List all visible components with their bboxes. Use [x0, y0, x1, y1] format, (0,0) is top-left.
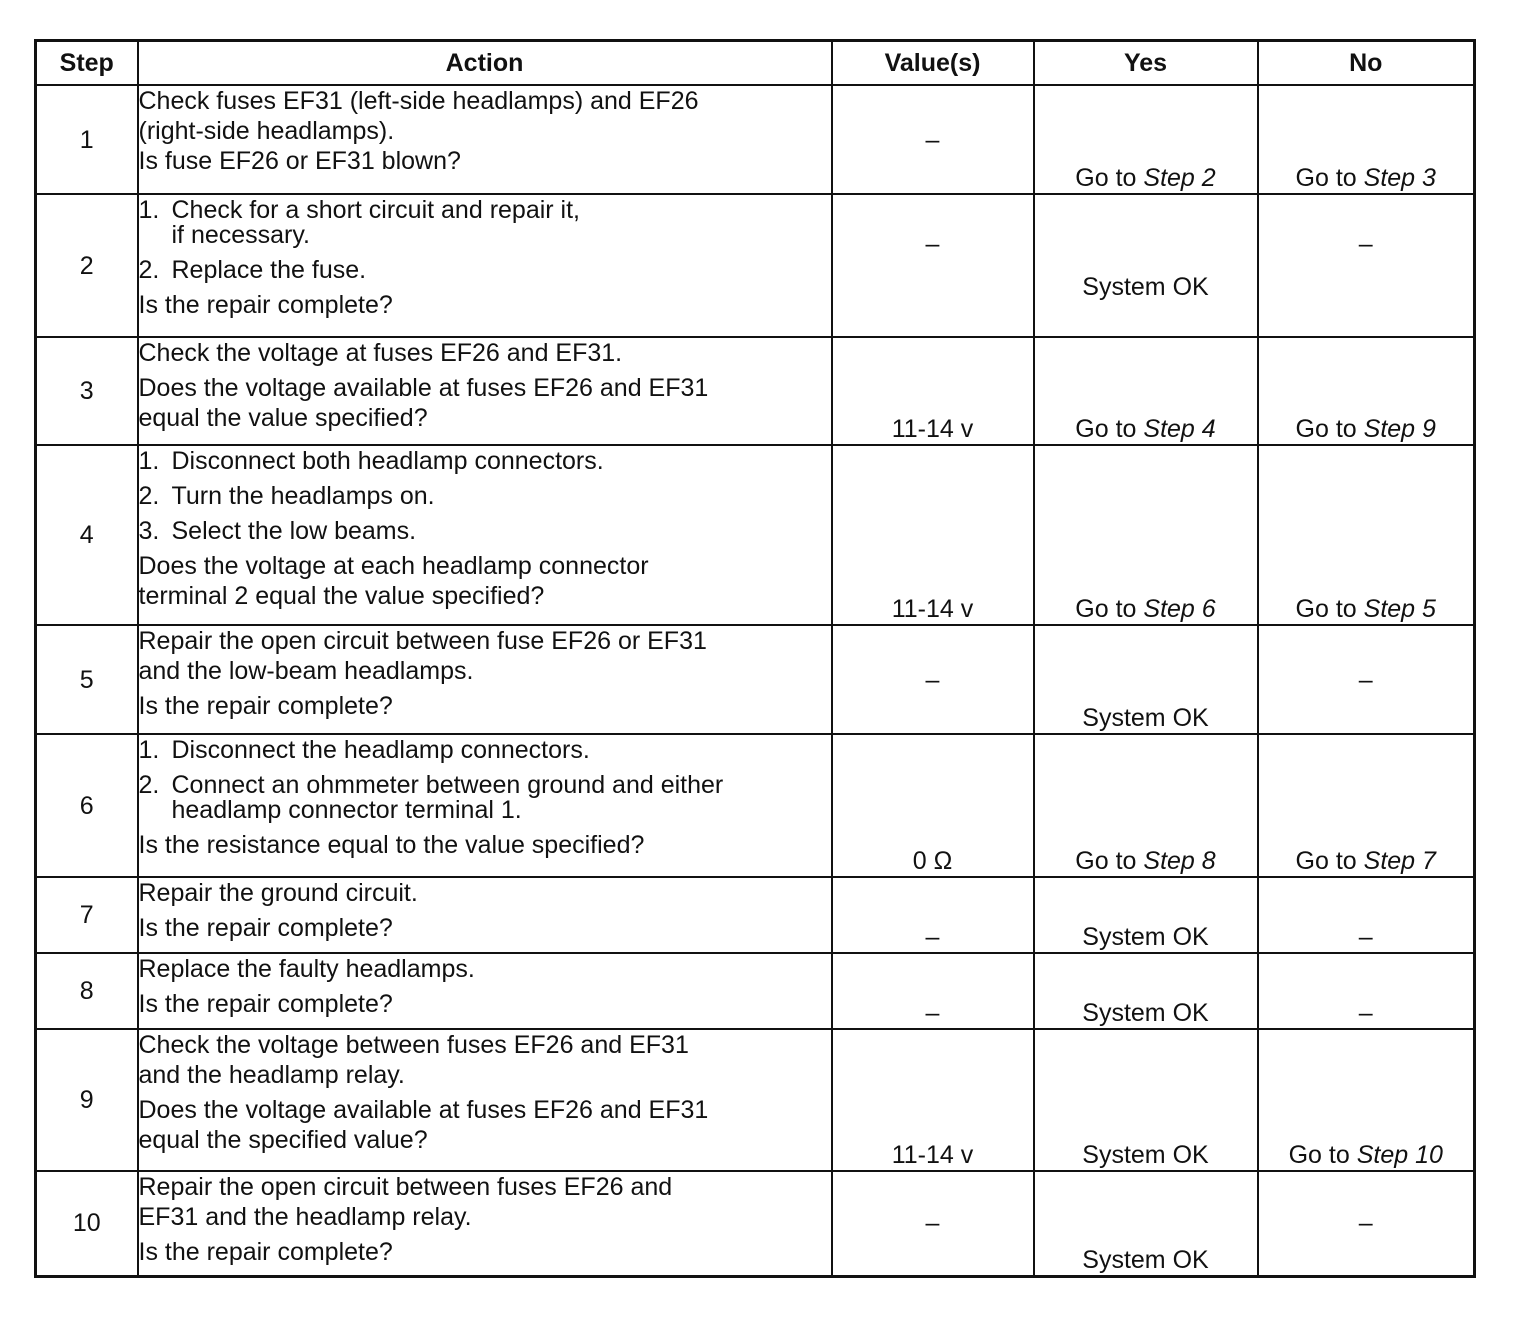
value-cell: 11-14 v	[832, 1029, 1034, 1171]
action-item: 1. Disconnect the headlamp connectors.	[138, 736, 590, 764]
value-cell: –	[832, 1171, 1034, 1276]
header-row	[36, 41, 1475, 86]
header-no: No	[1258, 41, 1475, 86]
no-cell: –	[1258, 625, 1475, 734]
no-cell: Go to Step 7	[1258, 734, 1475, 877]
action-text: Replace the faulty headlamps.	[138, 955, 475, 983]
action-item: 1. Disconnect both headlamp connectors.	[138, 447, 604, 475]
yes-cell: System OK	[1034, 953, 1258, 1029]
action-question: Does the voltage at each headlamp connector terminal 2 equal the value specified?	[138, 552, 649, 610]
step-number: 10	[36, 1171, 138, 1276]
step-number: 5	[36, 625, 138, 734]
action-question: Is the repair complete?	[138, 1238, 393, 1266]
step-number: 1	[36, 85, 138, 194]
table-row	[36, 877, 1475, 953]
yes-cell: System OK	[1034, 625, 1258, 734]
table-row	[36, 1029, 1475, 1171]
header-values: Value(s)	[832, 41, 1034, 86]
action-cell	[138, 1029, 832, 1171]
yes-cell: System OK	[1034, 1171, 1258, 1276]
value-cell: 0 Ω	[832, 734, 1034, 877]
step-number: 9	[36, 1029, 138, 1171]
action-item: 2. Turn the headlamps on.	[138, 482, 435, 510]
table-row	[36, 1171, 1475, 1276]
no-cell: –	[1258, 1171, 1475, 1276]
action-cell	[138, 953, 832, 1029]
table-row	[36, 194, 1475, 337]
yes-cell: Go to Step 4	[1034, 337, 1258, 445]
step-number: 6	[36, 734, 138, 877]
yes-cell: Go to Step 8	[1034, 734, 1258, 877]
no-cell: Go to Step 3	[1258, 85, 1475, 194]
action-text: Repair the open circuit between fuses EF26 and EF31 and the headlamp relay.	[138, 1173, 673, 1231]
header-step: Step	[36, 41, 138, 86]
yes-cell: System OK	[1034, 1029, 1258, 1171]
table-row	[36, 953, 1475, 1029]
value-cell: –	[832, 85, 1034, 194]
action-text: Check the voltage between fuses EF26 and EF31 and the headlamp relay.	[138, 1031, 689, 1089]
step-number: 7	[36, 877, 138, 953]
action-cell	[138, 194, 832, 337]
action-item: 2. Connect an ohmmeter between ground and either headlamp connector terminal 1.	[138, 771, 724, 824]
value-cell: 11-14 v	[832, 445, 1034, 625]
diagnostic-table	[34, 39, 1476, 1278]
header-yes: Yes	[1034, 41, 1258, 86]
yes-cell: Go to Step 2	[1034, 85, 1258, 194]
no-cell: –	[1258, 953, 1475, 1029]
value-cell: –	[832, 877, 1034, 953]
step-number: 3	[36, 337, 138, 445]
yes-cell: Go to Step 6	[1034, 445, 1258, 625]
action-cell	[138, 337, 832, 445]
no-cell: Go to Step 9	[1258, 337, 1475, 445]
action-cell	[138, 1171, 832, 1276]
no-cell: Go to Step 10	[1258, 1029, 1475, 1171]
table-row	[36, 445, 1475, 625]
action-cell	[138, 625, 832, 734]
action-item: 2. Replace the fuse.	[138, 256, 367, 284]
value-cell: –	[832, 953, 1034, 1029]
step-number: 2	[36, 194, 138, 337]
table-row	[36, 85, 1475, 194]
action-question: Is the resistance equal to the value specified?	[138, 831, 645, 859]
header-action: Action	[138, 41, 832, 86]
action-question: Does the voltage available at fuses EF26 and EF31 equal the specified value?	[138, 1096, 709, 1154]
action-cell	[138, 877, 832, 953]
action-text: Repair the open circuit between fuse EF26 or EF31 and the low-beam headlamps.	[138, 627, 707, 685]
value-cell: –	[832, 194, 1034, 337]
value-cell: 11-14 v	[832, 337, 1034, 445]
value-cell: –	[832, 625, 1034, 734]
action-cell	[138, 85, 832, 194]
table-row	[36, 337, 1475, 445]
action-question: Is fuse EF26 or EF31 blown?	[138, 147, 461, 175]
action-question: Is the repair complete?	[138, 692, 393, 720]
yes-cell: System OK	[1034, 877, 1258, 953]
no-cell: –	[1258, 194, 1475, 337]
table-row	[36, 734, 1475, 877]
action-cell	[138, 734, 832, 877]
action-text: Repair the ground circuit.	[138, 879, 418, 907]
action-cell	[138, 445, 832, 625]
action-question: Is the repair complete?	[138, 914, 393, 942]
action-question: Is the repair complete?	[138, 291, 393, 319]
action-text: Check the voltage at fuses EF26 and EF31.	[138, 339, 623, 367]
step-number: 8	[36, 953, 138, 1029]
yes-cell: System OK	[1034, 194, 1258, 337]
step-number: 4	[36, 445, 138, 625]
no-cell: Go to Step 5	[1258, 445, 1475, 625]
action-question: Is the repair complete?	[138, 990, 393, 1018]
action-item: 3. Select the low beams.	[138, 517, 417, 545]
action-text: Check fuses EF31 (left-side headlamps) and EF26 (right-side headlamps).	[138, 87, 699, 145]
action-question: Does the voltage available at fuses EF26 and EF31 equal the value specified?	[138, 374, 709, 432]
table-row	[36, 625, 1475, 734]
action-item: 1. Check for a short circuit and repair it, if necessary.	[138, 196, 580, 249]
no-cell: –	[1258, 877, 1475, 953]
